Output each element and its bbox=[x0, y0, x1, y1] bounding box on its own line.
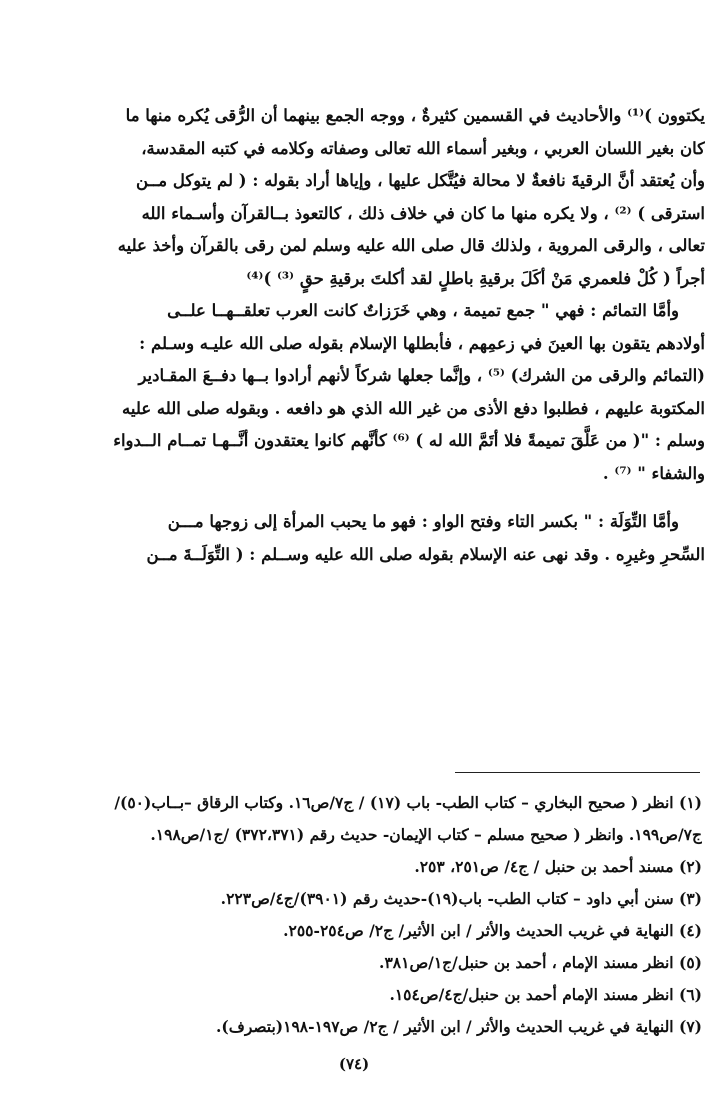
text-line: كان بغير اللسان العربي ، وبغير أسماء الله تعالى وصفاته وكلامه في كتبه المقدسة، bbox=[141, 138, 705, 158]
text-line: أجراً ( كُلْ فلعمري مَنْ أكَلَ برقيةِ باطلٍ لقد أكلتَ برقيةِ حقٍ ⁽³⁾ )⁽⁴⁾ bbox=[246, 268, 705, 288]
footnote-3: (٣) سنن أبي داود – كتاب الطب- باب(١٩)-حديث رقم (٣٩٠١)/ج٤/ص٢٢٣. bbox=[220, 889, 702, 908]
footnote-1-continued: ج٧/ص١٩٩. وانظر ( صحيح مسلم – كتاب الإيمان- حديث رقم (٣٧٢،٣٧١) /ج١/ص١٩٨. bbox=[150, 825, 702, 844]
text-line: وأمَّا التمائم : فهي " جمع تميمة ، وهي خَرَزاتٌ كانت العرب تعلقــهــا علــى bbox=[167, 301, 679, 320]
text-line: وأن يُعتقد أنَّ الرقيةَ نافعةٌ لا محالة فيُتَّكل عليها ، وإياها أراد بقوله : ( لم يتوكل مــن bbox=[136, 171, 705, 190]
text-line: تعالى ، والرقى المروية ، ولذلك قال صلى الله عليه وسلم لمن رقى بالقرآن وأخذ عليه bbox=[117, 236, 705, 255]
text-line: والشفاء " ⁽⁷⁾ . bbox=[602, 463, 705, 483]
footnote-4: (٤) النهاية في غريب الحديث والأثر / ابن الأثير/ ج٢/ ص٢٥٤-٢٥٥. bbox=[283, 921, 702, 940]
paragraph-2 bbox=[45, 295, 705, 490]
paragraph-3 bbox=[45, 506, 705, 571]
footnote-5: (٥) انظر مسند الإمام ، أحمد بن حنبل/ج١/ص٣٨١. bbox=[379, 953, 702, 972]
footnote-divider bbox=[455, 772, 700, 773]
footnote-2: (٢) مسند أحمد بن حنبل / ج٤/ ص٢٥١، ٢٥٣. bbox=[414, 857, 702, 876]
main-text bbox=[45, 100, 705, 571]
text-line: المكتوبة عليهم ، فطلبوا دفع الأذى من غير الله الذي هو دافعه . وبقوله صلى الله عليه bbox=[122, 398, 705, 418]
footnote-1: (١) انظر ( صحيح البخاري – كتاب الطب- باب (١٧) / ج٧/ص١٦. وكتاب الرقاق –بــاب(٥٠)/ bbox=[114, 793, 702, 812]
text-line: يكتوون )⁽¹⁾ والأحاديث في القسمين كثيرةٌ ، ووجه الجمع بينهما أن الرُّقى يُكره منها ما bbox=[125, 106, 705, 125]
footnote-7: (٧) النهاية في غريب الحديث والأثر / ابن الأثير / ج٢/ ص١٩٧-١٩٨(بتصرف). bbox=[216, 1017, 702, 1036]
paragraph-gap bbox=[45, 490, 705, 506]
footnote-6: (٦) انظر مسند الإمام أحمد بن حنبل/ج٤/ص١٥٤. bbox=[389, 985, 702, 1004]
text-line: أولادهم يتقون بها العينَ في زعمِهم ، فأبطلها الإسلام بقوله صلى الله عليـه وسـلم : bbox=[139, 333, 705, 353]
text-line: وسلم : "( من عَلَّقَ تميمةً فلا أتَمَّ الله له ) ⁽⁶⁾ كأنَّهم كانوا يعتقدون أنَّــهـا تمــام الــدواء bbox=[113, 431, 705, 450]
page-number: (٧٤) bbox=[338, 1055, 370, 1073]
text-line: (التمائم والرقى من الشرك) ⁽⁵⁾ ، وإنَّما جعلها شركاً لأنهم أرادوا بــها دفــعَ المقـادير bbox=[138, 366, 705, 385]
text-line: استرقى ) ⁽²⁾ ، ولا يكره منها ما كان في خلاف ذلك ، كالتعوذ بــالقرآن وأسـماء الله bbox=[141, 203, 705, 223]
text-line: السِّحرِ وغيرِه . وقد نهى عنه الإسلام بقوله صلى الله عليه وســلم : ( التِّوَلَــةَ مــن bbox=[146, 544, 705, 564]
footnotes bbox=[40, 787, 702, 1043]
paragraph-1 bbox=[45, 100, 705, 295]
text-line: وأمَّا التِّوَلَة : " بكسر التاء وفتح الواو : فهو ما يحبب المرأة إلى زوجها مـــن bbox=[167, 512, 679, 531]
